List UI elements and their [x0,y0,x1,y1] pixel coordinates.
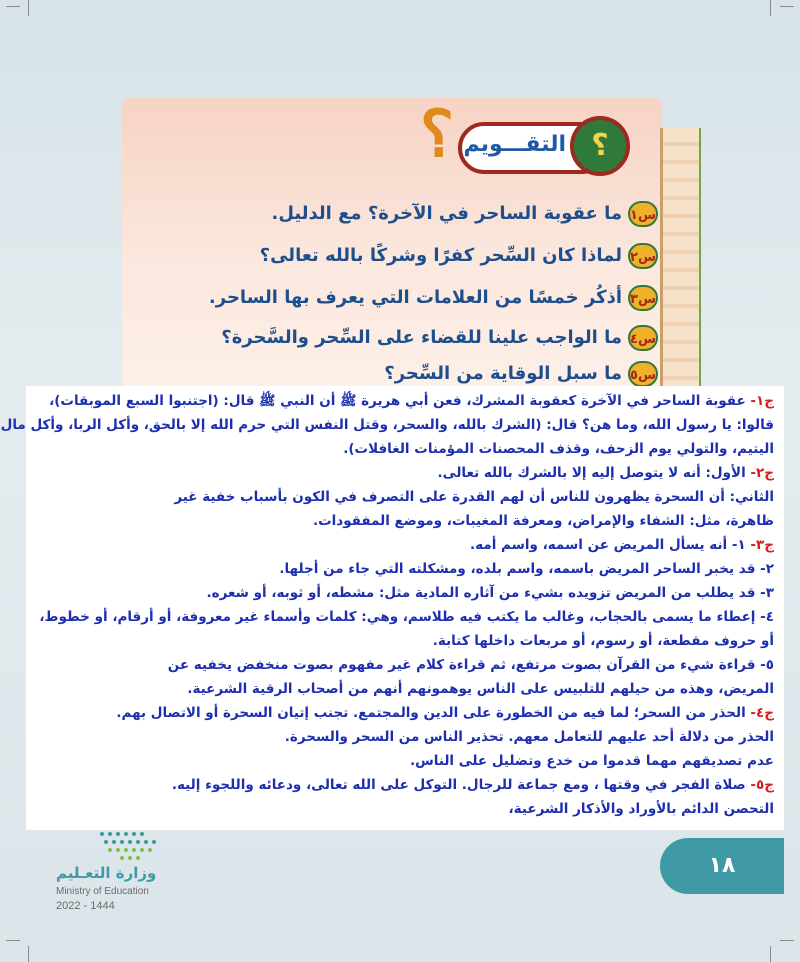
evaluation-icon: ؟ [570,116,630,176]
answers-box [0,386,784,830]
answer-label: ج١- [750,393,774,409]
question-number-badge: س٥ [628,361,658,387]
answer-line [313,510,774,532]
crop-mark [6,6,20,7]
question-number-badge: س٢ [628,243,658,269]
answer-text: ٢- قد يخبر الساحر المريض باسمه، واسم بلده، ومشكلته التي جاء من أجلها. [279,561,774,577]
question-item [272,198,658,230]
question-item [260,240,658,272]
question-number-badge: س٣ [628,285,658,311]
answer-text: أو حروف مقطعة، أو رسوم، أو مربعات داخلها كتابة. [432,633,774,649]
answer-text: الحذر من دلالة أحد عليهم للتعامل معهم. تحذير الناس من السحر والسحرة. [284,729,774,745]
answer-text: المريض، وهذه من حيلهم للتلبيس على الناس يوهمونهم أنهم من أصحاب الرقية الشرعية. [187,681,774,697]
answer-text: عقوبة الساحر في الآخرة كعقوبة المشرك، فعن أبي هريرة ﷺ أن النبي ﷺ قال: (اجتنبوا السبع الموبقات)، [49,393,751,409]
ministry-name-arabic: وزارة التعـليم [56,864,157,882]
answer-text: ٤- إعطاء ما يسمى بالحجاب، وغالب ما يكتب فيه طلاسم، وهي: كلمات وأسماء غير معروفة، أو أرقام، أو خطوط، [39,609,774,625]
answer-line [285,726,774,748]
answer-text: اليتيم، والتولي يوم الزحف، وقذف المحصنات المؤمنات الغافلات). [343,441,774,457]
question-number-badge: س١ [628,201,658,227]
answer-line [49,390,774,412]
crop-mark [780,6,794,7]
answer-line [410,750,774,772]
answer-line [470,534,774,556]
crop-mark [28,946,29,962]
edition-year: 2022 - 1444 [56,900,115,912]
answer-text: الثاني: أن السحرة يظهرون للناس أن لهم القدرة على التصرف في الكون بأسباب خفية غير [174,489,774,505]
crop-mark [770,946,771,962]
question-mark-icon: ؟ [420,97,454,172]
answer-line [168,654,774,676]
answer-text: ٣- قد يطلب من المريض تزويده بشيء من آثاره المادية مثل: مشطه، أو ثوبه، أو شعره. [206,585,774,601]
answer-text: التحصن الدائم بالأوراد والأذكار الشرعية، [508,801,774,817]
section-title: التقـــويم [463,132,566,157]
answer-label: ج٤- [750,705,774,721]
crop-mark [780,940,794,941]
crop-mark [28,0,29,16]
question-text: لماذا كان السِّحر كفرًا وشركًا بالله تعالى؟ [259,245,622,266]
answer-line [116,702,774,724]
answer-label: ج٢- [750,465,774,481]
question-text: ما الواجب علينا للقضاء على السِّحر والسَّحرة؟ [221,327,622,348]
question-text: أذكُر خمسًا من العلامات التي يعرف بها الساحر. [208,287,622,308]
answer-line [343,438,774,460]
answer-text: ظاهرة، مثل: الشفاء والإمراض، ومعرفة المغيبات، وموضع المفقودات. [312,513,774,529]
question-number-badge: س٤ [628,325,658,351]
answer-text: عدم تصديقهم مهما قدموا من خدع وتضليل على الناس. [410,753,774,769]
question-text: ما عقوبة الساحر في الآخرة؟ مع الدليل. [271,203,622,224]
answer-label: ج٥- [750,777,774,793]
answer-line [1,414,774,436]
question-item [209,282,658,314]
answer-line [279,558,774,580]
answer-line [438,462,774,484]
answer-line [509,798,774,820]
answer-line [187,678,774,700]
answer-text: الأول: أنه لا يتوصل إليه إلا بالشرك بالله تعالى. [437,465,751,481]
ministry-logo-icon [96,828,162,862]
answer-line [39,606,774,628]
question-item [221,322,658,354]
answer-text: ١- أنه يسأل المريض عن اسمه، واسم أمه. [470,537,751,553]
crop-mark [770,0,771,16]
crop-mark [6,940,20,941]
decorative-border [660,128,701,390]
page-number: ١٨ [660,838,784,894]
answer-text: صلاة الفجر في وقتها ، ومع جماعة للرجال. التوكل على الله تعالى، ودعائه واللجوء إليه. [171,777,751,793]
answer-text: ٥- قراءة شيء من القرآن بصوت مرتفع، ثم قراءة كلام غير مفهوم بصوت منخفض يخفيه عن [167,657,774,673]
question-text: ما سبل الوقاية من السِّحر؟ [384,363,622,384]
answer-label: ج٣- [750,537,774,553]
answer-line [174,486,774,508]
answer-text: قالوا: يا رسول الله، وما هن؟ قال: (الشرك بالله، والسحر، وقتل النفس التي حرم الله إلا بالحق، وأكل الربا، وأكل مال [0,417,774,433]
answer-line [172,774,774,796]
answer-line [433,630,774,652]
ministry-name-english: Ministry of Education [56,886,149,897]
answer-text: الحذر من السحر؛ لما فيه من الخطورة على الدين والمجتمع. تجنب إتيان السحرة أو الاتصال بهم. [116,705,751,721]
answer-line [207,582,774,604]
